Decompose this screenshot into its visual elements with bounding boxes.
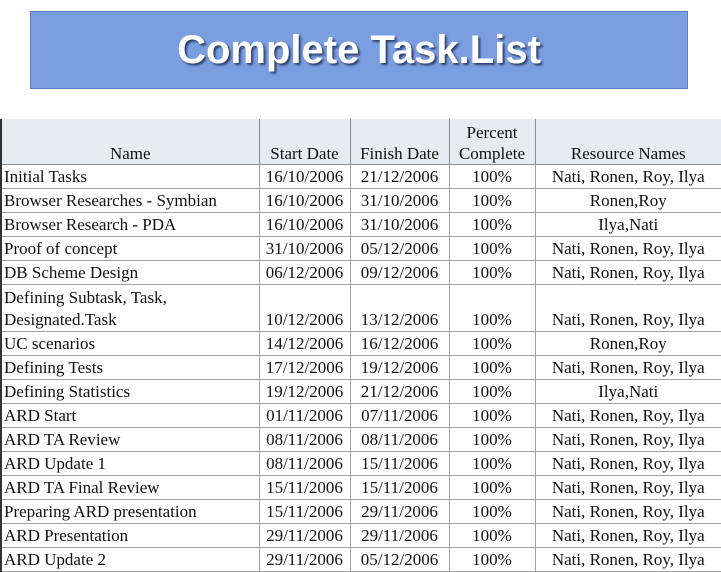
cell-finish-date: 15/11/2006 <box>350 476 449 500</box>
cell-finish-date: 16/12/2006 <box>350 332 449 356</box>
cell-percent-complete: 100% <box>449 213 535 237</box>
cell-start-date: 29/11/2006 <box>259 524 350 548</box>
cell-finish-date: 13/12/2006 <box>350 285 449 332</box>
cell-start-date: 19/12/2006 <box>259 380 350 404</box>
table-row <box>1 548 721 572</box>
cell-start-date: 31/10/2006 <box>259 237 350 261</box>
cell-name: Defining Tests <box>1 356 259 380</box>
cell-resource-names: Ilya,Nati <box>535 213 721 237</box>
cell-resource-names: Ronen,Roy <box>535 189 721 213</box>
cell-resource-names: Nati, Ronen, Roy, Ilya <box>535 548 721 572</box>
table-row <box>1 332 721 356</box>
page-title: Complete Task.List <box>177 27 541 72</box>
cell-name: Proof of concept <box>1 237 259 261</box>
cell-resource-names: Nati, Ronen, Roy, Ilya <box>535 500 721 524</box>
cell-finish-date: 05/12/2006 <box>350 548 449 572</box>
table-row <box>1 189 721 213</box>
cell-resource-names: Nati, Ronen, Roy, Ilya <box>535 285 721 332</box>
cell-name: ARD Update 2 <box>1 548 259 572</box>
header-finish-date: Finish Date <box>350 119 449 165</box>
cell-finish-date: 07/11/2006 <box>350 404 449 428</box>
cell-name: ARD Start <box>1 404 259 428</box>
header-name: Name <box>1 119 259 165</box>
cell-finish-date: 29/11/2006 <box>350 500 449 524</box>
cell-resource-names: Nati, Ronen, Roy, Ilya <box>535 404 721 428</box>
table-row <box>1 213 721 237</box>
task-table-container <box>0 119 720 569</box>
cell-finish-date: 21/12/2006 <box>350 380 449 404</box>
cell-finish-date: 29/11/2006 <box>350 524 449 548</box>
cell-start-date: 08/11/2006 <box>259 428 350 452</box>
cell-name: ARD TA Review <box>1 428 259 452</box>
cell-name: Initial Tasks <box>1 165 259 189</box>
cell-finish-date: 21/12/2006 <box>350 165 449 189</box>
table-row <box>1 404 721 428</box>
cell-percent-complete: 100% <box>449 500 535 524</box>
cell-finish-date: 31/10/2006 <box>350 189 449 213</box>
cell-start-date: 16/10/2006 <box>259 165 350 189</box>
cell-percent-complete: 100% <box>449 404 535 428</box>
cell-start-date: 10/12/2006 <box>259 285 350 332</box>
cell-start-date: 01/11/2006 <box>259 404 350 428</box>
cell-name: Defining Statistics <box>1 380 259 404</box>
cell-percent-complete: 100% <box>449 165 535 189</box>
table-row <box>1 356 721 380</box>
header-percent-complete: Percent Complete <box>449 119 535 165</box>
cell-start-date: 16/10/2006 <box>259 213 350 237</box>
cell-percent-complete: 100% <box>449 476 535 500</box>
cell-percent-complete: 100% <box>449 428 535 452</box>
cell-percent-complete: 100% <box>449 380 535 404</box>
table-row <box>1 165 721 189</box>
header-resource-names: Resource Names <box>535 119 721 165</box>
cell-percent-complete: 100% <box>449 452 535 476</box>
cell-finish-date: 08/11/2006 <box>350 428 449 452</box>
cell-finish-date: 09/12/2006 <box>350 261 449 285</box>
cell-start-date: 17/12/2006 <box>259 356 350 380</box>
cell-finish-date: 05/12/2006 <box>350 237 449 261</box>
cell-resource-names: Ilya,Nati <box>535 380 721 404</box>
table-header-row <box>1 119 721 165</box>
cell-percent-complete: 100% <box>449 237 535 261</box>
cell-resource-names: Ronen,Roy <box>535 332 721 356</box>
cell-resource-names: Nati, Ronen, Roy, Ilya <box>535 165 721 189</box>
cell-name: Browser Research - PDA <box>1 213 259 237</box>
cell-resource-names: Nati, Ronen, Roy, Ilya <box>535 476 721 500</box>
table-row <box>1 261 721 285</box>
cell-percent-complete: 100% <box>449 332 535 356</box>
cell-name: ARD TA Final Review <box>1 476 259 500</box>
cell-percent-complete: 100% <box>449 524 535 548</box>
cell-finish-date: 19/12/2006 <box>350 356 449 380</box>
cell-percent-complete: 100% <box>449 548 535 572</box>
cell-finish-date: 31/10/2006 <box>350 213 449 237</box>
cell-name: ARD Update 1 <box>1 452 259 476</box>
cell-name: DB Scheme Design <box>1 261 259 285</box>
title-banner <box>30 11 688 89</box>
table-row <box>1 285 721 332</box>
cell-resource-names: Nati, Ronen, Roy, Ilya <box>535 452 721 476</box>
header-start-date: Start Date <box>259 119 350 165</box>
cell-percent-complete: 100% <box>449 356 535 380</box>
cell-resource-names: Nati, Ronen, Roy, Ilya <box>535 261 721 285</box>
table-row <box>1 524 721 548</box>
cell-start-date: 15/11/2006 <box>259 500 350 524</box>
cell-name: Browser Researches - Symbian <box>1 189 259 213</box>
cell-percent-complete: 100% <box>449 285 535 332</box>
cell-resource-names: Nati, Ronen, Roy, Ilya <box>535 356 721 380</box>
cell-name: UC scenarios <box>1 332 259 356</box>
cell-finish-date: 15/11/2006 <box>350 452 449 476</box>
cell-start-date: 06/12/2006 <box>259 261 350 285</box>
cell-start-date: 15/11/2006 <box>259 476 350 500</box>
cell-name: Defining Subtask, Task, Designated.Task <box>1 285 259 332</box>
table-row <box>1 237 721 261</box>
cell-name: Preparing ARD presentation <box>1 500 259 524</box>
cell-percent-complete: 100% <box>449 261 535 285</box>
table-row <box>1 476 721 500</box>
task-table <box>0 119 721 572</box>
cell-resource-names: Nati, Ronen, Roy, Ilya <box>535 428 721 452</box>
cell-percent-complete: 100% <box>449 189 535 213</box>
cell-start-date: 29/11/2006 <box>259 548 350 572</box>
cell-start-date: 14/12/2006 <box>259 332 350 356</box>
cell-name: ARD Presentation <box>1 524 259 548</box>
cell-resource-names: Nati, Ronen, Roy, Ilya <box>535 237 721 261</box>
table-row <box>1 500 721 524</box>
table-body <box>1 165 721 572</box>
table-row <box>1 380 721 404</box>
table-row <box>1 428 721 452</box>
cell-resource-names: Nati, Ronen, Roy, Ilya <box>535 524 721 548</box>
cell-start-date: 08/11/2006 <box>259 452 350 476</box>
cell-start-date: 16/10/2006 <box>259 189 350 213</box>
table-row <box>1 452 721 476</box>
